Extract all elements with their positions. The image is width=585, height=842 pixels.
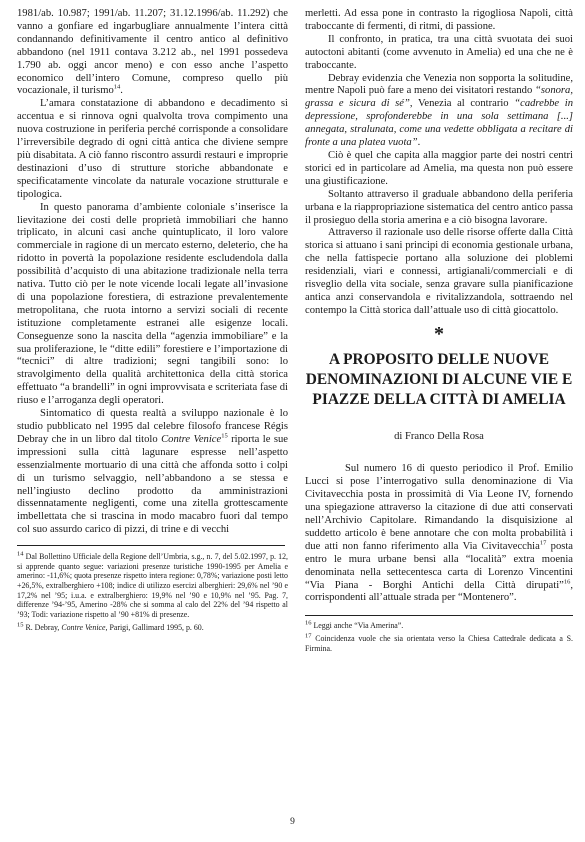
section-asterisk: * — [434, 322, 444, 345]
paragraph: In questo panorama d’ambiente coloniale s’inserisce la lievitazione dei costi delle proprietà immobiliari che hanno triplicato, in alcuni casi anche quintuplicato, il loro valore commerciale in ragione di un mercato esterno, deleterio, che ha ridotto in povertà la popolazione residente escludendola dalla possibilità d’acquisto di una abitazione tradizionale nella terra nativa. Tutto ciò per le note vicende locali legate all’invasione di una popolazione forestiera, di estrazione prevalentemente metropolitana, che ruota intorno a servizi sociali di recente istituzione completamente estranei alle esigenze locali. Conseguenze sono la nascita della “agenzia immobiliare” e la sua proliferazione, le “ditte edili” forestiere e l’importazione di “tecnici” di altre tradizioni; segni tangibili sono: lo stravolgimento della qualità architettonica della città storica effettuato “a brandelli” in ogni improvvisata e scriteriata fase di riuso e l’arroganza degli operatori. — [17, 201, 288, 407]
paragraph: Sul numero 16 di questo periodico il Prof. Emilio Lucci si pose l’interrogativo sulla denominazione di Via Civitavecchia posta in prossimità di Via Leone IV, fornendo una spiegazione attraverso la citazione di due atti conservati nell’Archivio Capitolare. Rimandando la disquisizione al suddetto articolo è bene annotare che con molta probabilità i due atti non fanno riferimento alla Via Civitavecchia$^{17}$ posta entro le mura urbane bensì alla “località” extra moenia denominata nella settecentesca carta di Lorenzo Vincentini “Via Piana - Borghi Antichi della Città dirupati”$^{16}$, corrispondenti all’attuale strada per “Montenero”. — [305, 463, 574, 604]
article-author: di Franco Della Rosa — [394, 431, 484, 443]
footnote-14: $^{14}$ Dal Bollettino Ufficiale della Regione dell’Umbria, s.g., n. 7, del 5.02.1997, p. 12, si apprende quanto segue: variazioni presenze turistiche 1990-1995 per Amelia e amerino: -11,6%; quota presenze rispetto intera regione: 0,78%; variazione posti letto +26,5%, extralberghiero +108; indice di utilizzo esercizi alberghieri: 29,6% nel ’90 e 17,2% nel ’95; i.u.a. e extralberghiero: 19,9% nel ’90 e 10,9% nel ’95. Pag. 7, differenze ’94-’95, Amerino -28% che si somma al calo del 22% del ’94 rispetto al ’93; Todi: variazione rispetto al ’90 +81% di presenze. — [17, 550, 288, 619]
paragraph: Attraverso il razionale uso delle risorse offerte dalla Città storica si attuano i sani principi di economia gestionale urbana, che nella fattispecie portano alla soluzione dei ploblemi residenziali, viari e connessi, artigianali/commerciali e di risveglio della vita sociale, senza gravare sulla pianificazione antica anzi conservandola e rivitalizzandola, sottraendo nel contempo la Città storica dall’attuale uso di città giocattolo. — [305, 227, 573, 316]
footnote-ref: 17 — [539, 539, 547, 547]
paragraph: Soltanto attraverso il graduale abbandono della periferia urbana e la riappropriazione sistematica del centro antico passa il prosieguo della storia amerina e a ciò bisogna lavorare. — [305, 188, 573, 226]
footnote-15: $^{15}$ R. Debray, Contre Venice, Parigi, Gallimard 1995, p. 60. — [17, 621, 204, 633]
paragraph: Il confronto, in pratica, tra una città svuotata dei suoi autoctoni abitanti (come avvenuto in Amelia) ed una che ne è traboccante. — [305, 33, 573, 71]
paragraph: L’amara constatazione di abbandono e decadimento si accentua e si rinnova ogni qualvolta trova compimento una nuova costruzione in periferia perché corrisponde a consolidare l’irreversibile degrado di ogni città antica che diviene sempre più disabitata. A ciò fanno riscontro assurdi restauri e improprie destinazioni d’uso di strutture storiche abbandonate e specificatamente vincolate da naturale vocazione strutturale e tipologica. — [17, 98, 288, 200]
footnote-ref: 15 — [221, 432, 228, 440]
paragraph: 1981/ab. 10.987; 1991/ab. 11.207; 31.12.1996/ab. 11.292) che vanno a gonfiare ed ingarbugliare annualmente l’intera città condannando definitivamente il centro antico al definitivo abbandono (nel 1911 contava 3.212 ab., nel 1991 possedeva 1.790 ab. oggi ancor meno) e con esso anche l’aspetto economico dell’intero Comune, compreso quello più vocazionale, il turismo$^{14}$. — [17, 8, 288, 97]
paragraph: merletti. Ad essa pone in contrasto la rigogliosa Napoli, città traboccante di fermenti, di ritmi, di passione. — [305, 8, 573, 32]
footnote-17: $^{17}$ Coincidenza vuole che sia orientata verso la Chiesa Cattedrale dedicata a S. Firmina. — [305, 632, 573, 653]
footnote-16: $^{16}$ Leggi anche “Via Amerina”. — [305, 619, 404, 631]
article-title: A PROPOSITO DELLE NUOVE DENOMINAZIONI DI ALCUNE VIE E PIAZZE DELLA CITTÀ DI AMELIA — [305, 350, 573, 409]
footnote-ref: 16 — [563, 577, 571, 585]
paragraph: Debray evidenzia che Venezia non sopporta la solitudine, mentre Napoli può fare a meno dei visitatori restando “sonora, grassa e sicura di sé”, Venezia al contrario “cadrebbe in depressione, sprofonderebbe in una sola settimana [...] annegata, stralunata, come una vedette obbligata a recitare di fronte a una platea vuota”. — [305, 72, 573, 149]
paragraph: Ciò è quel che capita alla maggior parte dei nostri centri storici ed in particolare ad Amelia, ma questa non può essere una giustificazione. — [305, 149, 573, 187]
right-column — [305, 8, 573, 653]
left-column — [17, 8, 288, 633]
page-number: 9 — [290, 817, 295, 827]
paragraph: Sintomatico di questa realtà a sviluppo nazionale è lo studio pubblicato nel 1995 dal celebre filosofo francese Régis Debray che in un libro dal titolo Contre Venice$^{15}$ riporta le sue impressioni sulla città lagunare espresse nell’aspetto essenzialmente mortuario di una città che affonda sotto i colpi di un turismo selvaggio, nell’abbandono a se stessa e nell’ingiusto declino prodotto da amministrazioni dissennatamente negligenti, come una zitella grottescamente imbellettata che si trascina in modo macabro fuori dal tempo col suo assurdo carico di pizzi, di trine e di vecchi — [17, 408, 289, 536]
footnote-ref: 14 — [113, 83, 121, 91]
